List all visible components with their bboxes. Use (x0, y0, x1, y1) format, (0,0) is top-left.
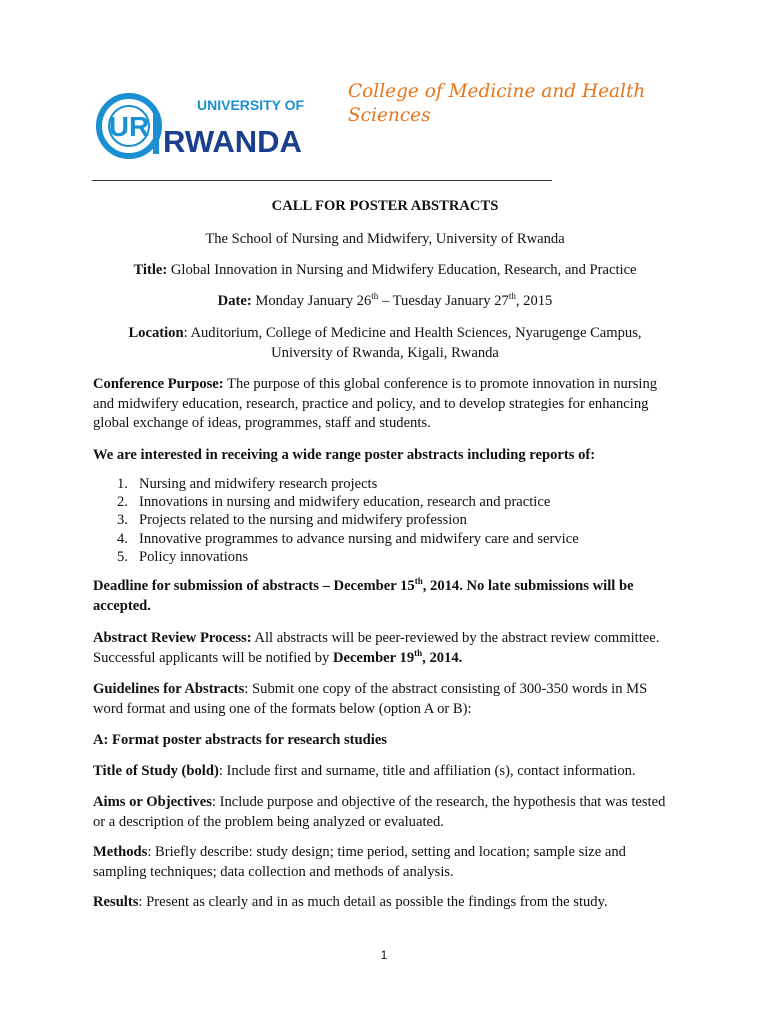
college-name: College of Medicine and Health Sciences (348, 81, 646, 126)
list-item-text: Innovations in nursing and midwifery education, research and practice (139, 494, 551, 511)
ur-logo-icon (95, 90, 330, 162)
list-item (93, 475, 678, 493)
list-item-text: Projects related to the nursing and midwifery profession (139, 512, 467, 529)
topics-list (93, 475, 678, 566)
university-logo (95, 90, 330, 162)
guidelines: Guidelines for Abstracts: Submit one copy of the abstract consisting of 300-350 words in MS word format and using one of the formats below (option A or B): (93, 681, 648, 717)
list-item (93, 493, 678, 511)
school-line: The School of Nursing and Midwifery, University of Rwanda (205, 231, 565, 247)
deadline: Deadline for submission of abstracts – December 15th, 2014. No late submissions will be accepted. (93, 576, 634, 614)
list-item-number: 4. (117, 530, 128, 547)
title-line: Title: Global Innovation in Nursing and Midwifery Education, Research, and Practice (133, 262, 637, 278)
list-item-number: 3. (117, 512, 128, 529)
list-item-number: 1. (117, 476, 128, 492)
aims-guideline: Aims or Objectives: Include purpose and objective of the research, the hypothesis that was tested or a description of the problem being analyzed or evaluated. (93, 794, 666, 830)
format-a-heading: A: Format poster abstracts for research studies (93, 732, 387, 748)
date-line: Date: Monday January 26th – Tuesday January 27th, 2015 (217, 291, 553, 309)
interest-heading: We are interested in receiving a wide range poster abstracts including reports of: (93, 447, 596, 463)
list-item (93, 511, 678, 529)
list-item-number: 5. (117, 548, 128, 565)
study-title-guideline: Title of Study (bold): Include first and surname, title and affiliation (s), contact information. (93, 763, 636, 779)
methods-guideline: Methods: Briefly describe: study design; time period, setting and location; sample size and sampling techniques; data collection and methods of analysis. (93, 844, 626, 880)
document-heading: CALL FOR POSTER ABSTRACTS (271, 198, 499, 214)
logo-university-of: UNIVERSITY OF (197, 97, 305, 113)
list-item-text: Policy innovations (139, 548, 249, 565)
logo-monogram: UR (108, 111, 150, 142)
list-item (93, 548, 678, 566)
results-guideline: Results: Present as clearly and in as much detail as possible the findings from the study. (93, 894, 608, 910)
list-item-text: Nursing and midwifery research projects (139, 476, 378, 492)
list-item (93, 530, 678, 548)
location-block: Location: Auditorium, College of Medicine and Health Sciences, Nyarugenge Campus, University of Rwanda, Kigali, Rwanda (128, 325, 642, 361)
list-item-number: 2. (117, 494, 128, 511)
page-number: 1 (380, 948, 388, 962)
list-item-text: Innovative programmes to advance nursing and midwifery care and service (139, 530, 579, 547)
review-process: Abstract Review Process: All abstracts will be peer-reviewed by the abstract review committee. Successful applicants will be notified by December 19th, 2014. (93, 630, 660, 666)
conference-purpose: Conference Purpose: The purpose of this global conference is to promote innovation in nursing and midwifery education, research, practice and policy, and to develop strategies for enhancing global exchange of ideas, programmes, staff and students. (93, 376, 658, 431)
header-divider (92, 180, 552, 181)
logo-rwanda: RWANDA (163, 124, 302, 159)
